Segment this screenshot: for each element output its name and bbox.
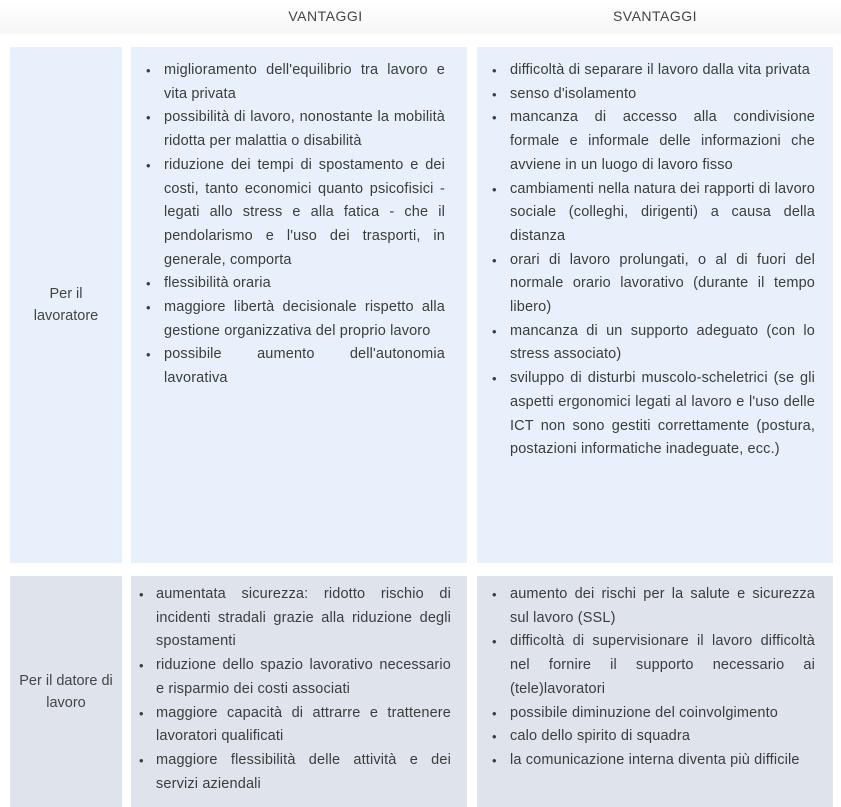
worker-advantages-list xyxy=(131,59,445,391)
list-item: • riduzione dei tempi di spostamento e dei costi, tanto economici quanto psicofisici - legati allo stress e alla fatica - che il pendolarismo e l'uso dei trasporti, in generale, comporta xyxy=(131,154,445,273)
list-item: • maggiore libertà decisionale rispetto alla gestione organizzativa del proprio lavoro xyxy=(131,296,445,343)
list-item: • la comunicazione interna diventa più difficile xyxy=(477,749,815,773)
list-item: • aumentata sicurezza: ridotto rischio di incidenti stradali grazie alla riduzione degli spostamenti xyxy=(131,583,451,654)
list-item: • mancanza di accesso alla condivisione formale e informale delle informazioni che avviene in un luogo di lavoro fisso xyxy=(477,106,815,177)
employer-disadvantages-list xyxy=(477,583,815,773)
employer-advantages-cell xyxy=(131,576,467,807)
list-item: • difficoltà di supervisionare il lavoro difficoltà nel fornire il supporto necessario ai (tele)lavoratori xyxy=(477,630,815,701)
list-item: • miglioramento dell'equilibrio tra lavoro e vita privata xyxy=(131,59,445,106)
table-header xyxy=(0,0,841,34)
list-item: • senso d'isolamento xyxy=(477,83,815,107)
list-item: • riduzione dello spazio lavorativo necessario e risparmio dei costi associati xyxy=(131,654,451,701)
list-item: • possibile aumento dell'autonomia lavorativa xyxy=(131,343,445,390)
worker-disadvantages-list xyxy=(477,59,815,462)
list-item: • sviluppo di disturbi muscolo-scheletrici (se gli aspetti ergonomici legati al lavoro e l'uso delle ICT non sono gestiti correttamente (postura, postazioni informatiche inadeguate, ecc.) xyxy=(477,367,815,462)
employer-disadvantages-cell xyxy=(477,576,833,807)
row-label-text: Per il datore di lavoro xyxy=(19,672,113,711)
list-item: • difficoltà di separare il lavoro dalla vita privata xyxy=(477,59,815,83)
list-item: • aumento dei rischi per la salute e sicurezza sul lavoro (SSL) xyxy=(477,583,815,630)
worker-disadvantages-cell xyxy=(477,47,833,563)
list-item: • flessibilità oraria xyxy=(131,272,445,296)
list-item: • orari di lavoro prolungati, o al di fuori del normale orario lavorativo (durante il tempo libero) xyxy=(477,249,815,320)
row-label-worker xyxy=(10,47,122,563)
list-item: • maggiore flessibilità delle attività e dei servizi aziendali xyxy=(131,749,451,796)
list-item: • possibile diminuzione del coinvolgimento xyxy=(477,702,815,726)
worker-advantages-cell xyxy=(131,47,467,563)
list-item: • possibilità di lavoro, nonostante la mobilità ridotta per malattia o disabilità xyxy=(131,106,445,153)
list-item: • mancanza di un supporto adeguato (con lo stress associato) xyxy=(477,320,815,367)
row-label-text: Per il lavoratore xyxy=(33,286,99,324)
employer-advantages-list xyxy=(131,583,451,796)
list-item: • cambiamenti nella natura dei rapporti di lavoro sociale (colleghi, dirigenti) a causa della distanza xyxy=(477,178,815,249)
list-item: • calo dello spirito di squadra xyxy=(477,725,815,749)
row-label-employer xyxy=(10,576,122,807)
column-header-disadvantages: SVANTAGGI xyxy=(612,8,698,24)
column-header-advantages: VANTAGGI xyxy=(288,8,363,24)
list-item: • maggiore capacità di attrarre e trattenere lavoratori qualificati xyxy=(131,702,451,749)
